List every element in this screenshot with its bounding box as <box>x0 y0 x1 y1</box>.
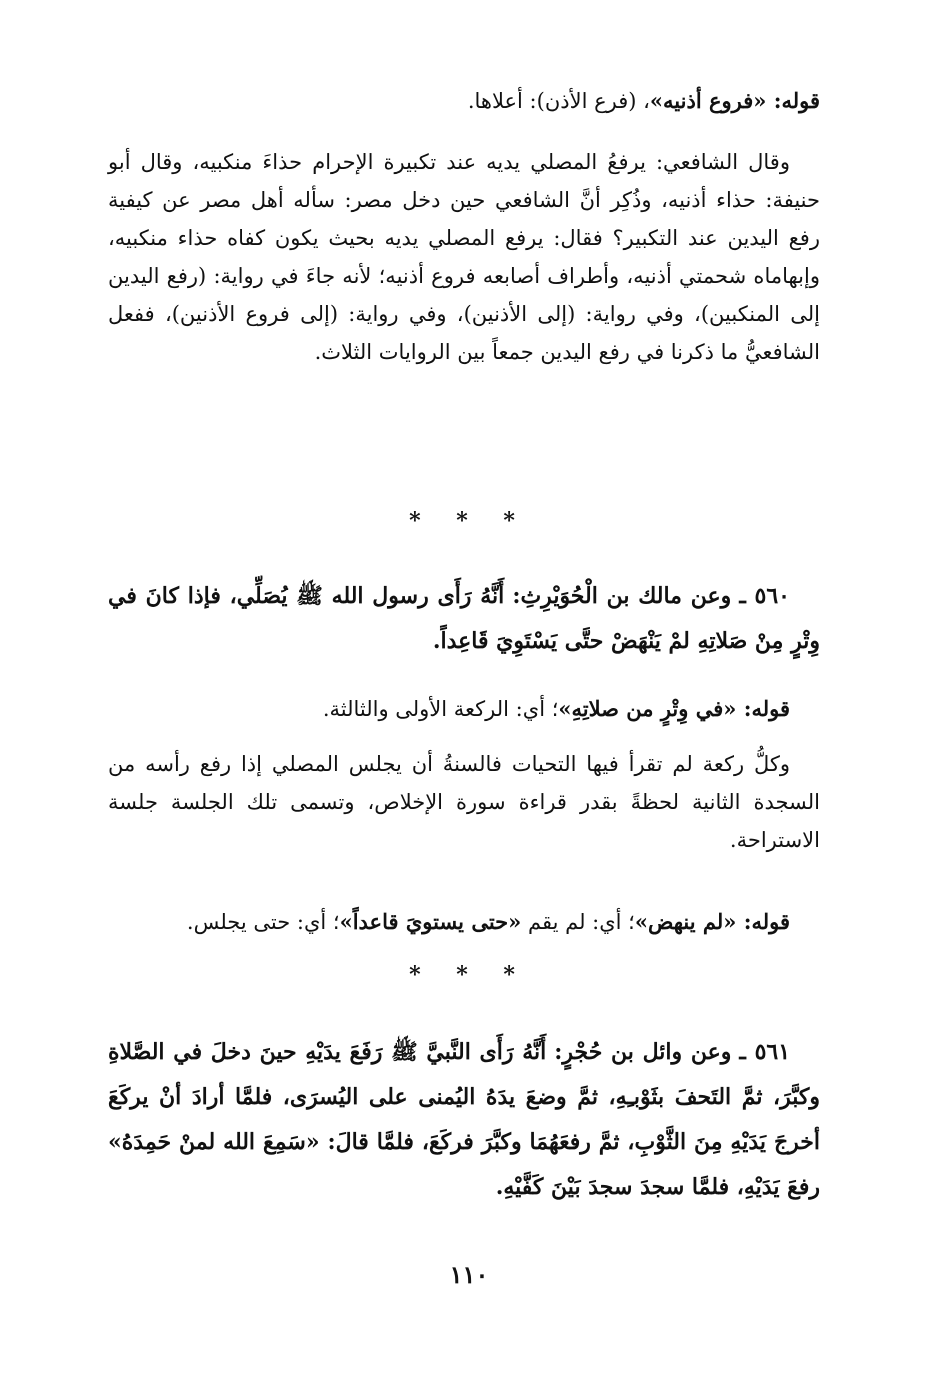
commentary-lam-yanhad <box>108 903 820 941</box>
commentary-text: ؛ أي: الركعة الأولى والثالثة. <box>322 697 559 721</box>
commentary-label: قوله: «في وِتْرٍ من صلاتِهِ» <box>558 696 790 721</box>
shafii-paragraph: وقال الشافعي: يرفعُ المصلي يديه عند تكبيرة الإحرام حذاءَ منكبيه، وقال أبو حنيفة: حذاء أذنيه، وذُكِر أنَّ الشافعي حين دخل مصر: سأله أهل مصر عن كيفية رفع اليدين عند التكبير؟ فقال: يرفع المصلي يديه بحيث يكون كفاه حذاء منكبيه، وإبهاماه شحمتي أذنيه، وأطراف أصابعه فروع أذنيه؛ لأنه جاءَ في رواية: (رفع اليدين إلى المنكبين)، وفي رواية: (إلى الأذنين)، وفي رواية: (إلى فروع الأذنين)، ففعل الشافعيُّ ما ذكرنا في رفع اليدين جمعاً بين الروايات الثلاث. <box>108 150 820 364</box>
section-separator: * * * <box>409 962 529 988</box>
commentary-text: ، (فرع الأذن): أعلاها. <box>467 89 650 113</box>
hadith-text: أَنَّهُ رَأَى النَّبيَّ ﷺ رَفَعَ يدَيْهِ حينَ دخلَ في الصَّلاةِ وكبَّرَ، ثمَّ التَحفَ بثَوْبـِهِ، ثمَّ وضعَ يدَهُ اليُمنى على اليُسرَى، فلمَّا أرادَ أنْ يركَعَ أخرجَ يَدَيْهِ مِنَ الثَّوْبِ، ثمَّ رفعَهُمَا وكبَّرَ فركَعَ، فلمَّا قالَ: «سَمِعَ الله لمنْ حَمِدَهُ» رفعَ يَدَيْهِ، فلمَّا سجدَ سجدَ بَيْنَ كَفَّيْهِ. <box>108 1039 820 1200</box>
commentary-quote: «حتى يستويَ قاعداً» <box>339 909 522 934</box>
section-separator: * * * <box>409 508 529 534</box>
hadith-text: أَنَّهُ رَأَى رسول الله ﷺ يُصَلِّي، فإذا كانَ في وِتْرٍ مِنْ صَلاتِهِ لمْ يَنْهَضْ حتَّى يَسْتَوِيَ قَاعِداً. <box>108 583 820 654</box>
hadith-number: ٥٦٠ ـ <box>739 583 790 609</box>
hadith-560 <box>108 574 820 664</box>
hadith-number: ٥٦١ ـ <box>739 1039 791 1065</box>
commentary-witr <box>108 690 820 728</box>
hadith-narrator: وعن وائل بن حُجْرٍ: <box>554 1039 732 1065</box>
commentary-label: قوله: «فروع أذنيه» <box>649 88 820 113</box>
commentary-label: قوله: «لم ينهض» <box>634 909 790 934</box>
commentary-text-end: ؛ أي: حتى يجلس. <box>186 910 340 934</box>
page-number: ١١٠ <box>449 1260 489 1289</box>
hadith-561 <box>108 1030 820 1210</box>
istiraha-paragraph: وكلُّ ركعة لم تقرأ فيها التحيات فالسنةُ أن يجلس المصلي إذا رفع رأسه من السجدة الثانية لحظةً بقدر قراءة سورة الإخلاص، وتسمى تلك الجلسة جلسة الاستراحة. <box>108 752 820 852</box>
commentary-text: ؛ أي: لم يقم <box>527 910 635 934</box>
hadith-narrator: وعن مالك بن الْحُوَيْرِثِ: <box>512 583 732 609</box>
commentary-fruu-udhunayh <box>108 82 820 120</box>
